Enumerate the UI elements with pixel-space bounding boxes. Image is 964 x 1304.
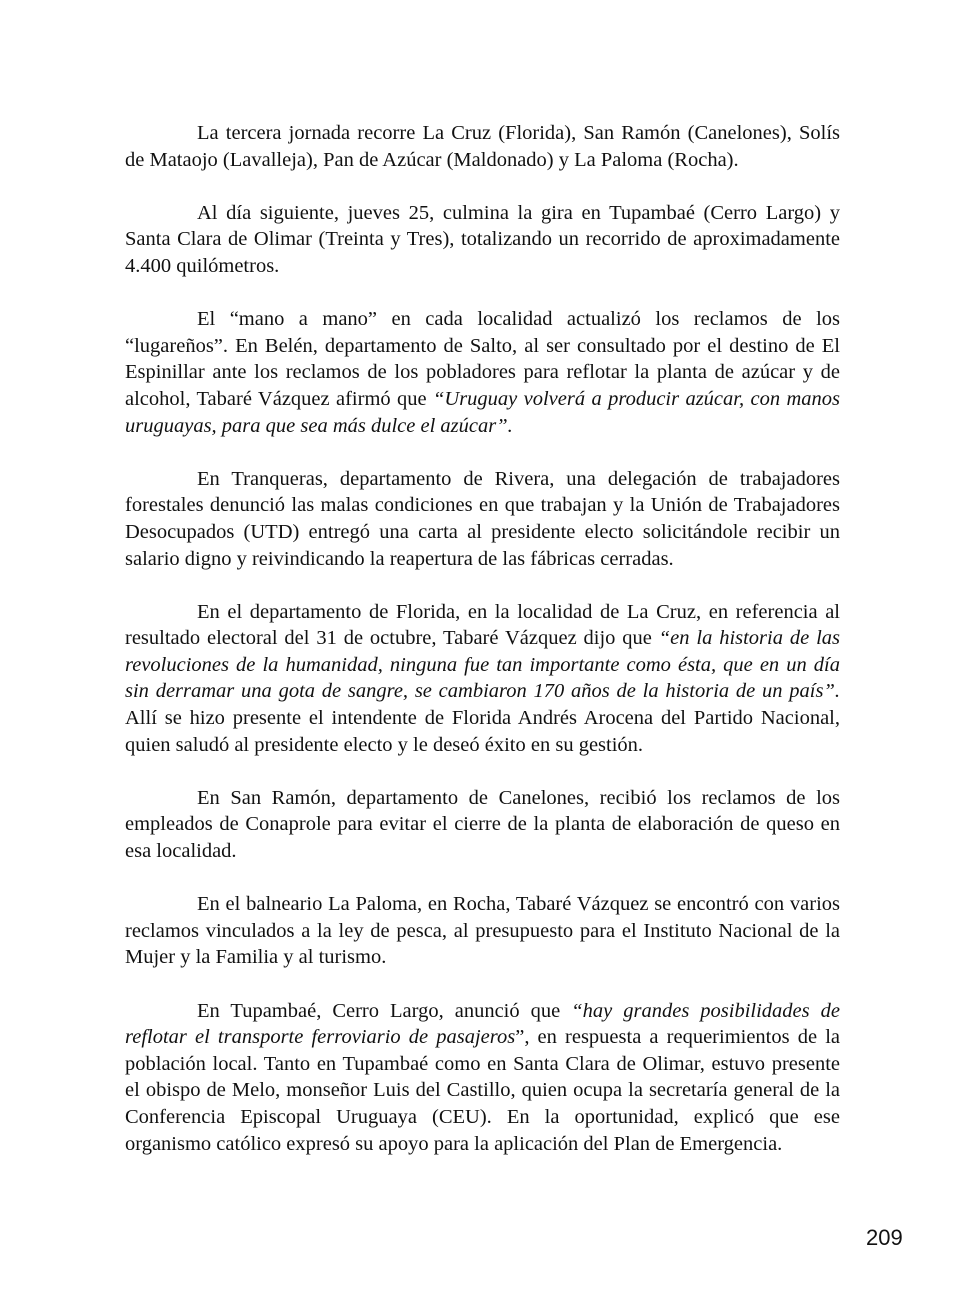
paragraph-8-text-start: En Tupambaé, Cerro Largo, anunció que	[197, 999, 572, 1022]
paragraph-5-quote: “en la historia de las revoluciones de la humanidad, ninguna fue tan importante como ésta, que en un día sin derramar una gota de sangre, se cambiaron 170 años de la historia de un país”.	[125, 627, 840, 703]
paragraph-8-text-end: ”, en respuesta a requerimientos de la población local. Tanto en Tupambaé como en Santa Clara de Olimar, estuvo presente el obispo de Melo, monseñor Luis del Castillo, quien ocupa la secretaría general de la Conferencia Episcopal Uruguaya (CEU). En la oportunidad, explicó que ese organismo católico expresó su apoyo para la aplicación del Plan de Emergencia.	[125, 1026, 840, 1155]
paragraph-1-text: La tercera jornada recorre La Cruz (Florida), San Ramón (Canelones), Solís de Mataojo (Lavalleja), Pan de Azúcar (Maldonado) y La Paloma (Rocha).	[125, 122, 840, 171]
paragraph-1	[125, 120, 840, 173]
paragraph-3-text: El “mano a mano” en cada localidad actualizó los reclamos de los “lugareños”. En Belén, departamento de Salto, al ser consultado por el destino de El Espinillar ante los reclamos de los pobladores para reflotar la planta de azúcar y de alcohol, Tabaré Vázquez afirmó que	[125, 308, 840, 410]
paragraph-4-text: En Tranqueras, departamento de Rivera, una delegación de trabajadores forestales denunció las malas condiciones en que trabajan y la Unión de Trabajadores Desocupados (UTD) entregó una carta al presidente electo solicitándole recibir un salario digno y reivindicando la reapertura de las fábricas cerradas.	[125, 467, 840, 570]
paragraph-6	[125, 785, 840, 865]
paragraph-2-text: Al día siguiente, jueves 25, culmina la gira en Tupambaé (Cerro Largo) y Santa Clara de Olimar (Treinta y Tres), totalizando un recorrido de aproximadamente 4.400 quilómetros.	[125, 201, 840, 277]
paragraph-3	[125, 306, 840, 439]
paragraph-3-quote: “Uruguay volverá a producir azúcar, con manos uruguayas, para que sea más dulce el azúcar”.	[125, 387, 840, 437]
paragraph-8-quote: “hay grandes posibilidades de reflotar el transporte ferroviario de pasajeros	[125, 999, 840, 1049]
body-text	[125, 120, 840, 1157]
paragraph-5-text-end: Allí se hizo presente el intendente de Florida Andrés Arocena del Partido Nacional, quien saludó al presidente electo y le deseó éxito en su gestión.	[125, 707, 840, 756]
paragraph-6-text: En San Ramón, departamento de Canelones, recibió los reclamos de los empleados de Conaprole para evitar el cierre de la planta de elaboración de queso en esa localidad.	[125, 786, 840, 863]
paragraph-5-text-start: En el departamento de Florida, en la localidad de La Cruz, en referencia al resultado electoral del 31 de octubre, Tabaré Vázquez dijo que	[125, 600, 840, 650]
paragraph-8	[125, 998, 840, 1158]
paragraph-2	[125, 200, 840, 280]
paragraph-7	[125, 891, 840, 971]
paragraph-7-text: En el balneario La Paloma, en Rocha, Tabaré Vázquez se encontró con varios reclamos vinculados a la ley de pesca, al presupuesto para el Instituto Nacional de la Mujer y la Familia y al turismo.	[125, 893, 840, 969]
paragraph-5	[125, 599, 840, 759]
page-number: 209	[866, 1225, 903, 1250]
paragraph-4	[125, 466, 840, 572]
